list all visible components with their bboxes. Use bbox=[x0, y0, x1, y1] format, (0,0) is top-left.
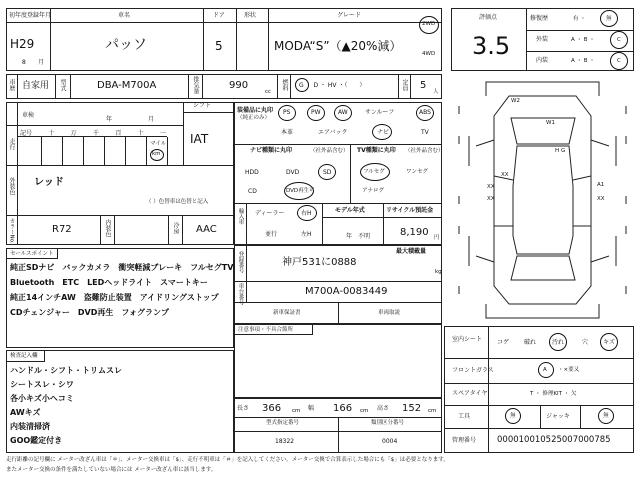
nav-dvd: DVD bbox=[286, 169, 300, 176]
mile-label: マイル bbox=[150, 141, 167, 147]
color-label: 外装色 bbox=[8, 177, 15, 195]
mgmt-label: 管理番号 bbox=[452, 437, 477, 444]
kg-unit: kg bbox=[435, 269, 442, 275]
length-unit: cm bbox=[292, 408, 301, 414]
import-parallel: 並行 bbox=[265, 231, 278, 238]
model-label: 型式 bbox=[59, 79, 66, 91]
type-value: 18322 bbox=[275, 438, 295, 445]
repair-options: 有 ・ bbox=[573, 16, 586, 22]
jack-label: ジャッキ bbox=[546, 413, 570, 420]
model-year-value: 年 不明 bbox=[346, 233, 371, 240]
nav-cd: CD bbox=[248, 188, 257, 195]
recycle-label: リサイクル預託金 bbox=[386, 207, 434, 214]
spare-options: T ・ 修理KIT ・ 欠 bbox=[530, 391, 577, 397]
seat-ana: 穴 bbox=[582, 339, 589, 346]
inspector-line: ハンドル・シフト・トリムスレ bbox=[10, 366, 122, 375]
inspection-year: 年 bbox=[106, 116, 113, 123]
notes-title: 注意事項・不具合箇所 bbox=[238, 327, 294, 333]
seat-kizu: キズ bbox=[603, 339, 615, 346]
door-label: ドア bbox=[213, 12, 225, 19]
diagram-mark: XX bbox=[597, 196, 605, 202]
exterior-selected: C bbox=[617, 37, 621, 43]
height-label: 高さ bbox=[377, 405, 390, 412]
reg-month: 8 bbox=[22, 59, 26, 66]
recycle-value: 8,190 bbox=[400, 227, 429, 238]
diagram-mark: XX bbox=[501, 172, 509, 178]
width-label: 幅 bbox=[308, 405, 315, 412]
reg-label: 登録番号 bbox=[237, 251, 244, 273]
import-dealer: ディーラー bbox=[255, 210, 285, 217]
car-damage-diagram bbox=[451, 76, 634, 324]
footer-note-1: 走行距離の記号欄に メーター改ざん車は「＊」、メーター交換車は「$」、走行不明車は「＃」を記入してください。メーター交換で合算表示した場合にも「$」は必要となります。 bbox=[6, 457, 449, 463]
length-value: 366 bbox=[262, 403, 282, 414]
glass-label: フロントガラス bbox=[452, 367, 494, 374]
inspector-line: 内装清掃済 bbox=[10, 422, 50, 431]
length-label: 長さ bbox=[237, 405, 250, 412]
equip-airbag: エアバック bbox=[318, 129, 348, 136]
reg-year-label: 初年度登録年月 bbox=[9, 12, 52, 19]
equip-pw: PW bbox=[311, 109, 321, 116]
displacement-value: 990 bbox=[229, 80, 249, 91]
mileage-grid bbox=[17, 136, 167, 165]
seat-yabure: 破れ bbox=[524, 339, 537, 346]
width-value: 166 bbox=[333, 403, 353, 414]
repair-selected: 無 bbox=[606, 16, 612, 22]
exterior-options: A ・ B ・ bbox=[571, 37, 595, 43]
sales-line: 純正14インチAW 盗難防止装置 アイドリングストップ bbox=[10, 293, 219, 302]
door-count: 5 bbox=[215, 39, 223, 53]
mileage-label: 走行 bbox=[8, 138, 15, 150]
equipment-note: （純正のみ） bbox=[237, 115, 271, 121]
equip-ps: PS bbox=[283, 109, 291, 116]
category-value: 0004 bbox=[382, 438, 398, 445]
diagram-mark: A1 bbox=[597, 182, 605, 188]
glass-a: A bbox=[543, 367, 547, 373]
tool-label: 工具 bbox=[458, 413, 471, 420]
use-label: 車歴 bbox=[8, 79, 15, 91]
tv-title: TV種類に丸印 bbox=[357, 147, 396, 154]
inspector-line: GOO鑑定付き bbox=[10, 436, 63, 445]
nav-dvd-play: DVD再生可 bbox=[286, 188, 315, 194]
nav-title: ナビ種類に丸印 bbox=[250, 147, 293, 154]
seat-koge: コゲ bbox=[497, 339, 510, 346]
inspector-title: 検査記入欄 bbox=[10, 353, 38, 359]
tv-note: （社外品含む） bbox=[405, 148, 444, 154]
import-label: 輸入車 bbox=[237, 208, 244, 225]
type-label: 型式指定番号 bbox=[266, 420, 300, 426]
spec-row bbox=[6, 74, 442, 99]
grade-label: グレード bbox=[337, 12, 362, 19]
equip-abs: ABS bbox=[419, 109, 431, 116]
equip-navi: ナビ bbox=[377, 129, 390, 136]
max-load-label: 最大積載量 bbox=[396, 248, 427, 255]
person-unit: 人 bbox=[433, 89, 439, 95]
digit-label: 百 bbox=[115, 130, 122, 137]
equip-leather: 本革 bbox=[281, 129, 294, 136]
inspection-month: 月 bbox=[148, 116, 155, 123]
fuel-label: 燃料 bbox=[281, 79, 288, 91]
shape-label: 形状 bbox=[244, 12, 257, 19]
reg-year: H29 bbox=[10, 37, 35, 51]
equip-sunroof: サンルーフ bbox=[365, 109, 395, 116]
sales-line: Bluetooth ETC LEDヘッドライト スマートキー bbox=[10, 278, 208, 287]
chassis-label: 車台番号 bbox=[237, 283, 244, 305]
nav-note: （社外品含む） bbox=[310, 148, 349, 154]
sales-points-title: セールスポイント bbox=[10, 251, 54, 257]
model-year-label: モデル年式 bbox=[335, 207, 365, 214]
cooler-label: 冷房 bbox=[172, 222, 179, 234]
color-no-value: R72 bbox=[52, 224, 72, 235]
left-h: 左H bbox=[301, 231, 312, 238]
warranty-label: 新車保証書 bbox=[273, 310, 301, 316]
diagram-rear-glass bbox=[511, 256, 575, 280]
cooler-value: AAC bbox=[196, 224, 217, 235]
nav-hdd: HDD bbox=[245, 169, 259, 176]
model-value: DBA-M700A bbox=[97, 80, 157, 91]
equip-tv: TV bbox=[421, 129, 429, 136]
drive-2wd: 2WD bbox=[422, 21, 436, 27]
diagram-body-outline bbox=[494, 96, 591, 304]
diagram-mark: XX bbox=[487, 196, 495, 202]
equip-aw: AW bbox=[338, 109, 348, 116]
chassis-value: M700A-0083449 bbox=[305, 286, 388, 297]
exterior-label: 外装 bbox=[536, 36, 549, 43]
capacity-label: 定員 bbox=[401, 79, 408, 91]
repair-label: 修復歴 bbox=[530, 15, 549, 22]
digit-label: 記号 bbox=[20, 130, 33, 137]
manual-label: 車両取説 bbox=[378, 310, 401, 316]
km-label: km bbox=[152, 151, 161, 157]
nav-sd: SD bbox=[323, 169, 332, 176]
interior-selected: C bbox=[617, 58, 621, 64]
mgmt-value: 000010010525007000785 bbox=[497, 435, 611, 445]
jack-value: 無 bbox=[603, 413, 609, 419]
digit-label: 千 bbox=[92, 130, 99, 137]
diagram-roof bbox=[513, 146, 573, 254]
seat-label-1: 室内シート bbox=[452, 336, 483, 343]
tv-analog: アナログ bbox=[362, 188, 385, 194]
capacity-value: 5 bbox=[420, 80, 427, 91]
sales-line: 純正SDナビ バックカメラ 衝突軽減ブレーキ フルセグTV bbox=[10, 263, 234, 272]
color-change-note: （ ）色替車は色替と記入 bbox=[146, 199, 209, 205]
height-unit: cm bbox=[428, 408, 437, 414]
category-label: 類別区分番号 bbox=[371, 420, 405, 426]
shift-value: IAT bbox=[190, 132, 209, 146]
tool-value: 無 bbox=[510, 413, 516, 419]
interior-options: A ・ B ・ bbox=[571, 58, 595, 64]
tv-fullseg: フルセグ bbox=[363, 169, 385, 175]
glass-x: ・×要又 bbox=[558, 367, 580, 373]
inspector-line: AWキズ bbox=[10, 408, 41, 417]
seat-yogore: 汚れ bbox=[552, 339, 565, 346]
digit-label: 十 bbox=[48, 130, 55, 137]
diagram-mark: G bbox=[561, 148, 566, 154]
height-value: 152 bbox=[402, 403, 422, 414]
digit-label: 万 bbox=[70, 130, 77, 137]
score-label: 評価点 bbox=[479, 14, 498, 21]
diagram-mark: W1 bbox=[546, 120, 555, 126]
drive-4wd: 4WD bbox=[422, 51, 436, 57]
vehicle-inspection-label: 車検 bbox=[22, 112, 35, 119]
color-value: レッド bbox=[34, 177, 64, 188]
spare-label: スペアタイヤ bbox=[452, 390, 488, 397]
use-value: 自家用 bbox=[22, 81, 50, 91]
yen-unit: 円 bbox=[434, 235, 440, 241]
diagram-windshield bbox=[511, 118, 575, 144]
diagram-mark: W2 bbox=[511, 98, 520, 104]
sales-line: CDチェンジャー DVD再生 フォグランプ bbox=[10, 308, 169, 317]
inspector-line: シートスレ・シワ bbox=[10, 380, 74, 389]
shift-label: シフト bbox=[193, 102, 212, 109]
equipment-title: 装備品に丸印 bbox=[237, 107, 274, 114]
diagram-mark: XX bbox=[487, 184, 495, 190]
diagram-mark: H bbox=[555, 148, 560, 154]
digit-label: 一 bbox=[159, 130, 166, 137]
reg-value: 神戸531に0888 bbox=[282, 257, 357, 268]
color-no-label: カラーNo. bbox=[8, 218, 15, 244]
digit-label: 十 bbox=[137, 130, 144, 137]
displacement-label: 排気量 bbox=[192, 76, 199, 94]
grade-value: MODA“S”（▲20%減） bbox=[274, 39, 402, 53]
car-name: パッソ bbox=[105, 37, 147, 53]
right-h: 右H bbox=[301, 210, 312, 217]
notes-block bbox=[234, 324, 442, 398]
score-value: 3.5 bbox=[472, 32, 511, 60]
interior-label: 内装 bbox=[536, 57, 549, 64]
width-unit: cm bbox=[360, 408, 369, 414]
inspector-line: 各小キズ小ヘコミ bbox=[10, 394, 74, 403]
month-unit: 月 bbox=[38, 59, 45, 66]
fuel-options: G ・ D ・ HV ・（ ） bbox=[299, 82, 366, 89]
cc-unit: cc bbox=[265, 89, 272, 95]
interior-color-label: 内装色 bbox=[104, 219, 111, 237]
car-name-label: 車名 bbox=[118, 12, 131, 19]
tv-oneseg: ワンセグ bbox=[406, 169, 429, 175]
footer-note-2: またメーター交換の条件を満たしていない場合には メーター改ざん車に該当します。 bbox=[6, 467, 217, 473]
